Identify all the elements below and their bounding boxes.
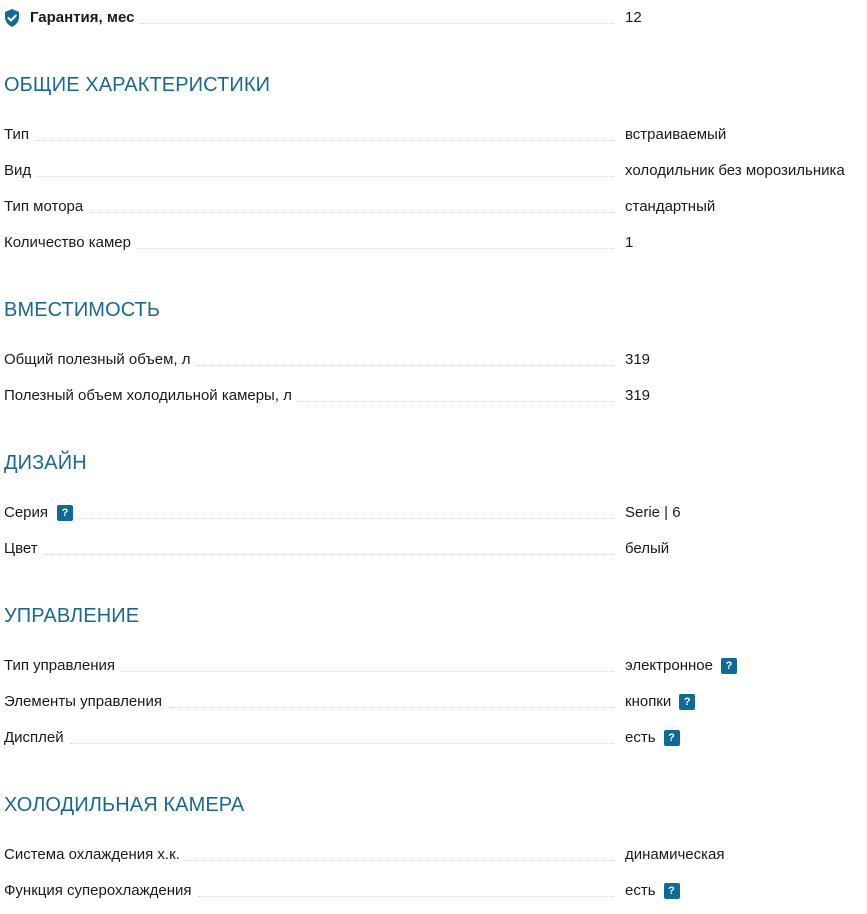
spec-label: Тип управления [4,654,121,678]
section-title-fridge-chamber: ХОЛОДИЛЬНАЯ КАМЕРА [4,794,245,816]
section-title-control: УПРАВЛЕНИЕ [4,605,140,627]
spec-value: есть [625,729,656,746]
spec-row-type [4,123,867,147]
spec-label: Вид [4,159,37,183]
spec-value: кнопки [625,693,672,710]
spec-value: электронное [625,657,713,674]
spec-row-cooling-system [4,843,867,867]
spec-value: динамическая [625,846,725,863]
spec-value: Serie | 6 [625,504,681,521]
spec-row-supercooling [4,879,867,903]
help-icon[interactable]: ? [664,883,680,899]
warranty-value: 12 [625,9,642,26]
spec-value: стандартный [625,198,716,215]
spec-value: холодильник без морозильника [625,162,845,179]
section-title-design: ДИЗАЙН [4,452,87,474]
spec-label: Цвет [4,537,44,561]
spec-row-control-elements [4,690,867,714]
spec-row-chambers [4,231,867,255]
spec-label: Серия [4,501,48,525]
spec-value: есть [625,882,656,899]
spec-value: 319 [625,387,651,404]
spec-row-control-type [4,654,867,678]
shield-check-icon [4,9,20,27]
spec-row-kind [4,159,867,183]
spec-row-color [4,537,867,561]
spec-label: Функция суперохлаждения [4,879,198,903]
spec-row-warranty [4,6,867,30]
spec-label: Система охлаждения х.к. [4,843,186,867]
spec-row-series [4,501,867,525]
spec-value: 319 [625,351,651,368]
spec-label: Тип [4,123,35,147]
spec-value: встраиваемый [625,126,727,143]
spec-value: белый [625,540,670,557]
help-icon[interactable]: ? [679,694,695,710]
help-icon[interactable]: ? [721,658,737,674]
section-title-capacity: ВМЕСТИМОСТЬ [4,299,161,321]
spec-label: Тип мотора [4,195,89,219]
spec-label: Дисплей [4,726,70,750]
help-icon[interactable]: ? [57,505,73,521]
section-title-general: ОБЩИЕ ХАРАКТЕРИСТИКИ [4,74,271,96]
spec-label: Элементы управления [4,690,168,714]
spec-value: 1 [625,234,634,251]
spec-row-motor [4,195,867,219]
spec-row-fridge-volume [4,384,867,408]
spec-row-total-volume [4,348,867,372]
warranty-label: Гарантия, мес [30,6,140,30]
spec-row-display [4,726,867,750]
spec-label: Общий полезный объем, л [4,348,196,372]
spec-label: Полезный объем холодильной камеры, л [4,384,298,408]
spec-label: Количество камер [4,231,137,255]
help-icon[interactable]: ? [664,730,680,746]
